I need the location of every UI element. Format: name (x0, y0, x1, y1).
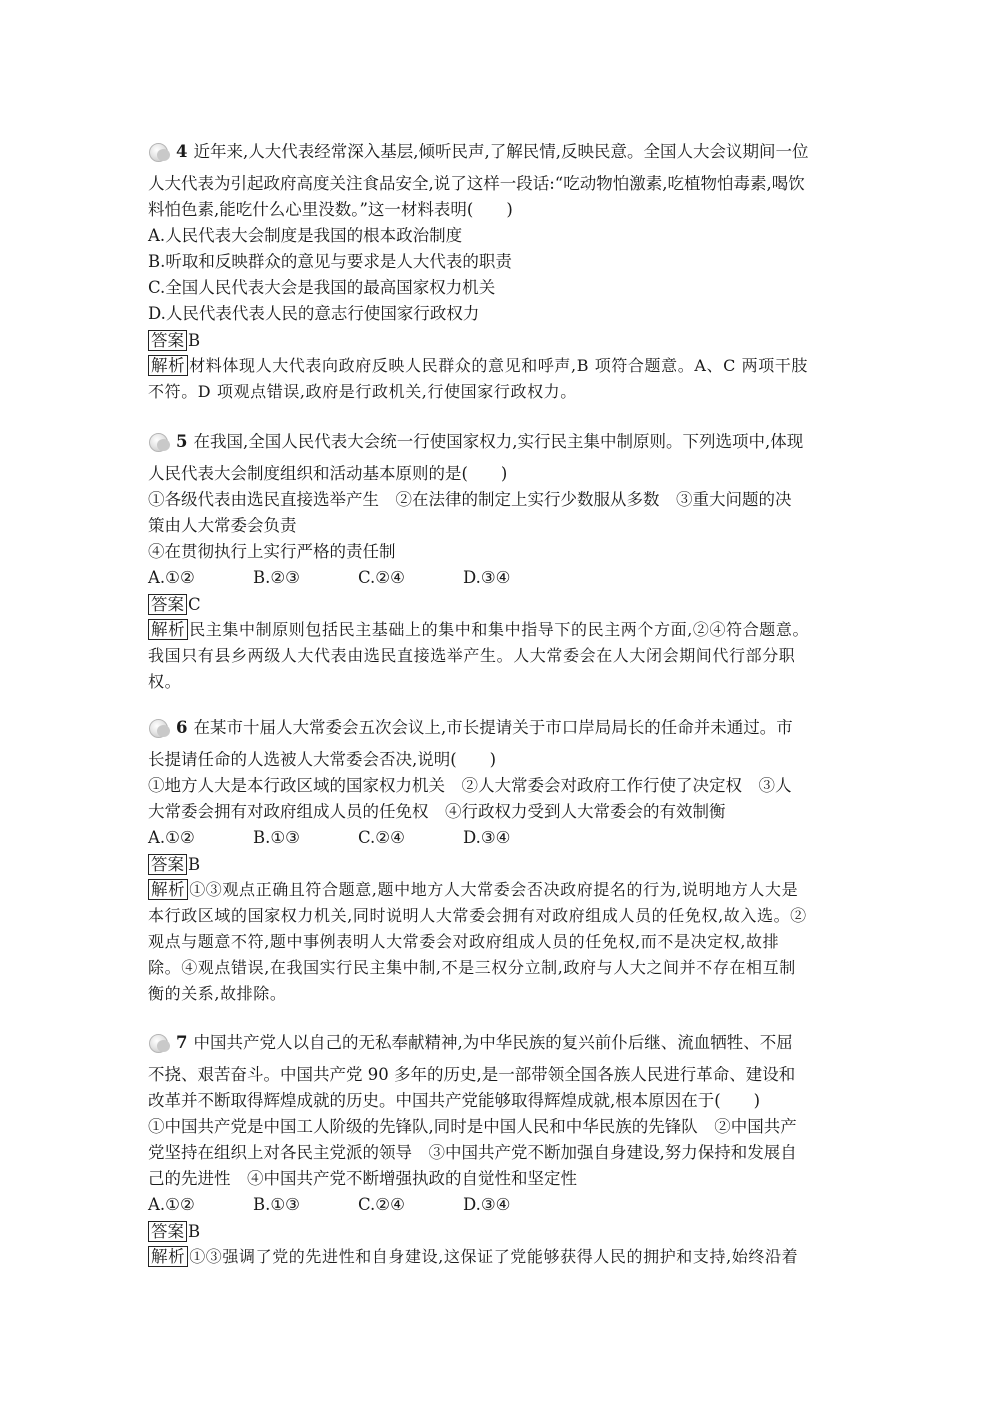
option-a: A.①② (148, 568, 195, 587)
option-c: C.②④ (358, 828, 405, 847)
option-b: B.听取和反映群众的意见与要求是人大代表的职责 (148, 252, 512, 271)
question-number: 7 (176, 1033, 188, 1052)
analysis-label: 解析 (148, 355, 188, 376)
option-d: D.③④ (463, 1195, 511, 1214)
answer-value: B (188, 855, 201, 874)
question-text-line: 人民代表大会制度组织和活动基本原则的是( ) (148, 464, 508, 483)
bullet-icon (148, 142, 170, 162)
option-d: D.③④ (463, 828, 511, 847)
question-text-line: 在某市十届人大常委会五次会议上,市长提请关于市口岸局局长的任命并未通过。市 (193, 718, 793, 737)
answer-row (148, 854, 848, 875)
analysis-row (148, 879, 848, 900)
analysis-text-line: 材料体现人大代表向政府反映人民群众的意见和呼声,B 项符合题意。A、C 两项干肢 (189, 356, 809, 375)
question-text-line: ①地方人大是本行政区域的国家权力机关 ②人大常委会对政府工作行使了决定权 ③人 (148, 776, 792, 795)
answer-label: 答案 (148, 1221, 187, 1242)
answer-value: B (188, 331, 201, 350)
option-d: D.③④ (463, 568, 511, 587)
question-text-line: ④在贯彻执行上实行严格的责任制 (148, 542, 396, 561)
question-text-line: ①各级代表由选民直接选举产生 ②在法律的制定上实行少数服从多数 ③重大问题的决 (148, 490, 792, 509)
question-text-line: 己的先进性 ④中国共产党不断增强执政的自觉性和坚定性 (148, 1169, 577, 1188)
option-a: A.①② (148, 1195, 195, 1214)
question-text-line: 人大代表为引起政府高度关注食品安全,说了这样一段话:“吃动物怕激素,吃植物怕毒素,喝饮 (148, 174, 805, 193)
bullet-icon (148, 718, 170, 738)
analysis-text-line: 权。 (148, 672, 182, 691)
question-text-line: 在我国,全国人民代表大会统一行使国家权力,实行民主集中制原则。下列选项中,体现 (193, 432, 804, 451)
question-7 (148, 1031, 848, 1267)
answer-row (148, 1221, 848, 1242)
analysis-text-line: ①③观点正确且符合题意,题中地方人大常委会否决政府提名的行为,说明地方人大是 (189, 880, 799, 899)
question-text-line: 党坚持在组织上对各民主党派的领导 ③中国共产党不断加强自身建设,努力保持和发展自 (148, 1143, 797, 1162)
analysis-row (148, 1246, 848, 1267)
question-6 (148, 716, 848, 1004)
question-text-line: 近年来,人大代表经常深入基层,倾听民声,了解民情,反映民意。全国人大会议期间一位 (193, 142, 809, 161)
question-text-line: 不挠、艰苦奋斗。中国共产党 90 多年的历史,是一部带领全国各族人民进行革命、建设和 (148, 1065, 796, 1084)
question-5 (148, 430, 848, 692)
option-c: C.全国人民代表大会是我国的最高国家权力机关 (148, 278, 496, 297)
option-b: B.①③ (253, 1195, 300, 1214)
analysis-text-line: 观点与题意不符,题中事例表明人大常委会对政府组成人员的任免权,而不是决定权,故排 (148, 932, 780, 951)
question-number: 4 (176, 142, 188, 161)
question-number: 6 (176, 718, 188, 737)
analysis-text-line: 除。④观点错误,在我国实行民主集中制,不是三权分立制,政府与人大之间并不存在相互制 (148, 958, 796, 977)
question-text-line: 改革并不断取得辉煌成就的历史。中国共产党能够取得辉煌成就,根本原因在于( ) (148, 1091, 761, 1110)
option-c: C.②④ (358, 568, 405, 587)
answer-value: B (188, 1222, 201, 1241)
analysis-text-line: 我国只有县乡两级人大代表由选民直接选举产生。人大常委会在人大闭会期间代行部分职 (148, 646, 796, 665)
analysis-label: 解析 (148, 1246, 188, 1267)
options-row (148, 568, 848, 588)
answer-value: C (188, 595, 201, 614)
options-row (148, 828, 848, 848)
option-b: B.②③ (253, 568, 300, 587)
question-text-line: ①中国共产党是中国工人阶级的先锋队,同时是中国人民和中华民族的先锋队 ②中国共产 (148, 1117, 797, 1136)
question-text-line: 料怕色素,能吃什么心里没数。”这一材料表明( ) (148, 200, 513, 219)
question-number: 5 (176, 432, 188, 451)
analysis-label: 解析 (148, 619, 188, 640)
option-b: B.①③ (253, 828, 300, 847)
analysis-text-line: 民主集中制原则包括民主基础上的集中和集中指导下的民主两个方面,②④符合题意。 (189, 620, 810, 639)
question-text-line: 大常委会拥有对政府组成人员的任免权 ④行政权力受到人大常委会的有效制衡 (148, 802, 726, 821)
option-a: A.①② (148, 828, 195, 847)
question-4 (148, 140, 848, 402)
option-c: C.②④ (358, 1195, 405, 1214)
answer-row (148, 594, 848, 615)
answer-label: 答案 (148, 330, 187, 351)
bullet-icon (148, 432, 170, 452)
answer-label: 答案 (148, 854, 187, 875)
bullet-icon (148, 1033, 170, 1053)
question-text-line: 长提请任命的人选被人大常委会否决,说明( ) (148, 750, 497, 769)
analysis-text-line: 不符。D 项观点错误,政府是行政机关,行使国家行政权力。 (148, 382, 577, 401)
analysis-label: 解析 (148, 879, 188, 900)
analysis-text-line: ①③强调了党的先进性和自身建设,这保证了党能够获得人民的拥护和支持,始终沿着 (189, 1247, 799, 1266)
analysis-row (148, 355, 848, 376)
analysis-row (148, 619, 848, 640)
option-d: D.人民代表代表人民的意志行使国家行政权力 (148, 304, 480, 323)
option-a: A.人民代表大会制度是我国的根本政治制度 (148, 226, 463, 245)
options-row (148, 1195, 848, 1215)
answer-label: 答案 (148, 594, 187, 615)
question-text-line: 策由人大常委会负责 (148, 516, 297, 535)
analysis-text-line: 本行政区域的国家权力机关,同时说明人大常委会拥有对政府组成人员的任免权,故入选。② (148, 906, 807, 925)
answer-row (148, 330, 848, 351)
question-text-line: 中国共产党人以自己的无私奉献精神,为中华民族的复兴前仆后继、流血牺牲、不屈 (193, 1033, 793, 1052)
analysis-text-line: 衡的关系,故排除。 (148, 984, 287, 1003)
